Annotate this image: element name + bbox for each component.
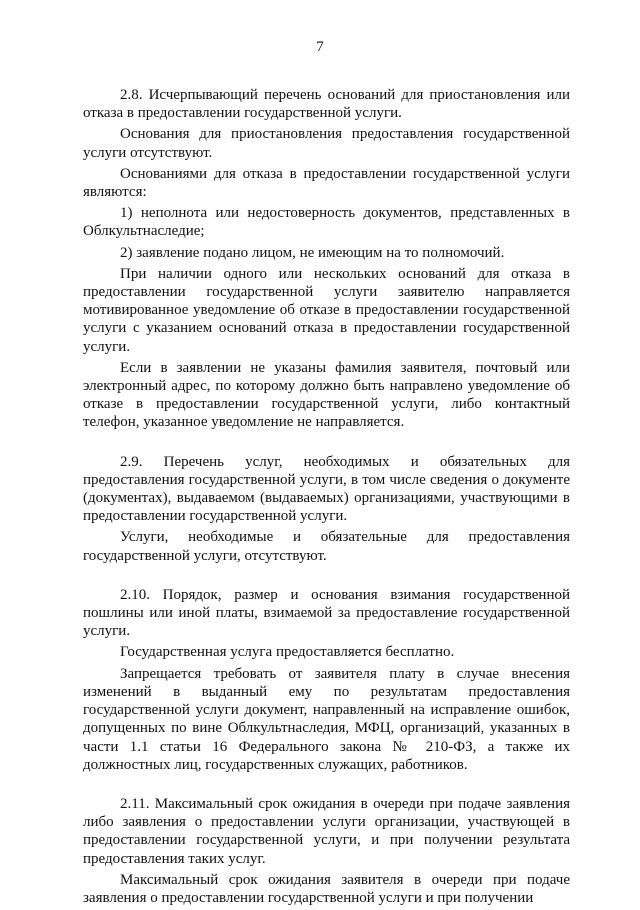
paragraph: Основания для приостановления предоставления государственной услуги отсутствуют. bbox=[83, 126, 570, 161]
paragraph: Услуги, необходимые и обязательные для предоставления государственной услуги, отсутствуют. bbox=[83, 529, 570, 564]
paragraph: Государственная услуга предоставляется бесплатно. bbox=[120, 644, 455, 661]
section-2-11-heading: 2.11. Максимальный срок ожидания в очереди при подаче заявления либо заявления о предоставлении услуги организации, участвующей в предоставлении государственной услуги, и при получении результата предоставления таких услуг. bbox=[83, 795, 570, 867]
list-item: 2) заявление подано лицом, не имеющим на то полномочий. bbox=[120, 244, 505, 261]
document-body bbox=[83, 86, 570, 910]
section-2-9-heading: 2.9. Перечень услуг, необходимых и обязательных для предоставления государственной услуги, в том числе сведения о документе (документах), выдаваемом (выдаваемых) организациями, участвующими в предоставлении государственной услуги. bbox=[83, 453, 570, 525]
paragraph: Запрещается требовать от заявителя плату в случае внесения изменений в выданный ему по результатам предоставления государственной услуги документ, направленный на исправление ошибок, допущенных по вине Облкультнаследия, МФЦ, организаций, указанных в части 1.1 статьи 16 Федерального закона № 210-ФЗ, а также их должностных лиц, государственных служащих, работников. bbox=[83, 665, 570, 773]
paragraph: При наличии одного или нескольких оснований для отказа в предоставлении государственной услуги заявителю направляется мотивированное уведомление об отказе в предоставлении государственной услуги с указанием оснований отказа в предоставлении государственной услуги. bbox=[83, 265, 570, 355]
section-2-10-heading: 2.10. Порядок, размер и основания взимания государственной пошлины или иной платы, взимаемой за предоставление государственной услуги. bbox=[83, 586, 570, 640]
list-item: 1) неполнота или недостоверность документов, представленных в Облкультнаследие; bbox=[83, 205, 570, 240]
paragraph: Если в заявлении не указаны фамилия заявителя, почтовый или электронный адрес, по которому должно быть направлено уведомление об отказе в предоставлении государственной услуги, либо контактный телефон, указанное уведомление не направляется. bbox=[83, 359, 570, 431]
page-number: 7 bbox=[316, 39, 324, 55]
paragraph: Основаниями для отказа в предоставлении государственной услуги являются: bbox=[83, 165, 570, 201]
section-2-8-heading: 2.8. Исчерпывающий перечень оснований для приостановления или отказа в предоставлении государственной услуги. bbox=[83, 87, 570, 122]
paragraph: Максимальный срок ожидания заявителя в очереди при подаче заявления о предоставлении государственной услуги и при получении bbox=[83, 871, 570, 906]
